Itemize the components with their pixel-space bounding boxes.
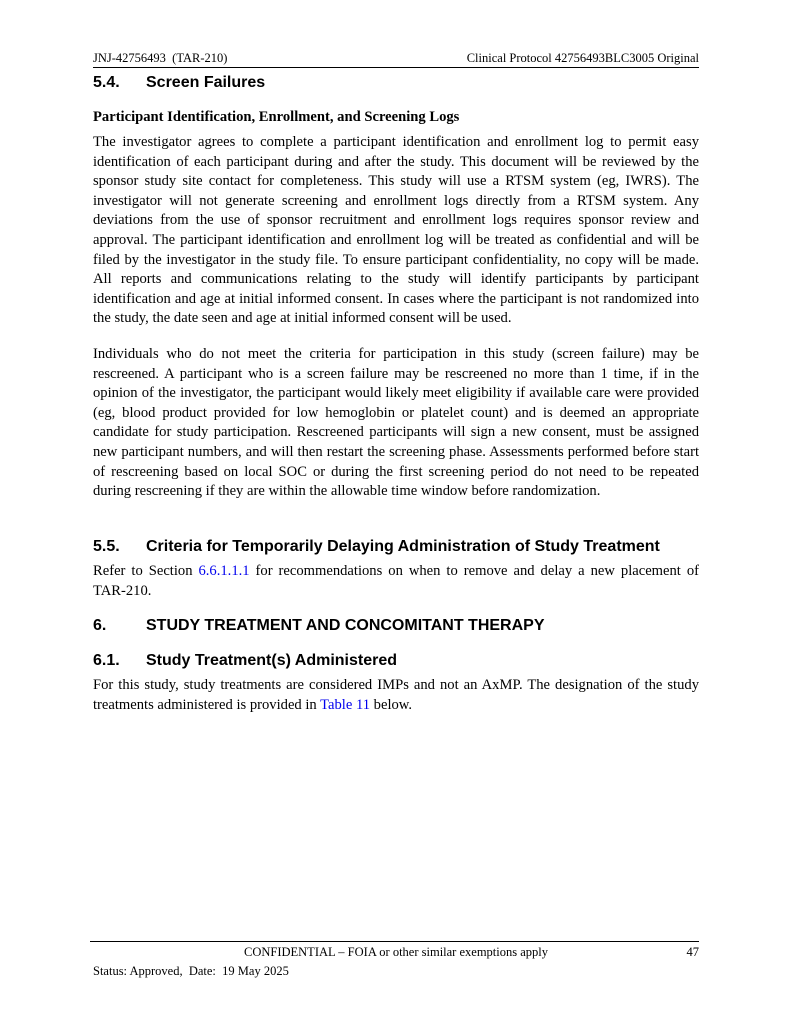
header-protocol-title: Clinical Protocol 42756493BLC3005 Original bbox=[466, 51, 699, 65]
footer-confidential: CONFIDENTIAL – FOIA or other similar exemptions apply bbox=[243, 945, 548, 959]
text: Refer to Section bbox=[93, 563, 199, 579]
section-title: Study Treatment(s) Administered bbox=[146, 652, 398, 669]
section-number: 6. bbox=[93, 617, 107, 634]
section-6-heading bbox=[93, 616, 545, 636]
section-title: STUDY TREATMENT AND CONCOMITANT THERAPY bbox=[146, 617, 545, 634]
section-link-6-6-1-1-1[interactable]: 6.6.1.1.1 bbox=[198, 563, 250, 579]
section-number: 5.5. bbox=[93, 538, 120, 555]
text: For this study, study treatments are considered IMPs and not an AxMP. The designation of the study treatments administered is provided in bbox=[93, 677, 699, 713]
paragraph-delay-criteria bbox=[93, 562, 699, 601]
section-number: 5.4. bbox=[93, 74, 120, 91]
text: below. bbox=[370, 696, 413, 713]
footer-divider bbox=[90, 941, 699, 942]
paragraph-enrollment-log: The investigator agrees to complete a participant identification and enrollment log to permit easy identification of each participant during and after the study. This document will be reviewed by the sponsor study site contact for completeness. This study will use a RTSM system (eg, IWRS). The investigator will not generate screening and enrollment logs directly from a RTSM system. Any deviations from the use of sponsor recruitment and enrollment logs requires sponsor review and approval. The participant identification and enrollment log will be treated as confidential and will be filed by the investigator in the study file. To ensure participant confidentiality, no copy will be made. All reports and communications relating to the study will identify participants by participant identification and age at initial informed consent. In cases where the participant is not randomized into the study, the date seen and age at initial informed consent will be used. bbox=[93, 134, 699, 327]
table-11-link[interactable]: Table 11 bbox=[320, 696, 371, 713]
page-header bbox=[93, 50, 699, 68]
page-number: 47 bbox=[686, 945, 699, 959]
footer-status: Status: Approved, Date: 19 May 2025 bbox=[93, 964, 289, 978]
section-number: 6.1. bbox=[93, 652, 120, 669]
paragraph-treatments-administered bbox=[93, 676, 699, 715]
section-5-4-heading bbox=[93, 73, 265, 93]
section-5-5-heading bbox=[93, 537, 660, 557]
subheading-logs: Participant Identification, Enrollment, and Screening Logs bbox=[93, 109, 460, 125]
header-document-id: JNJ-42756493 (TAR-210) bbox=[93, 51, 228, 65]
text: for recommendations on when to remove and delay a new placement of TAR-210. bbox=[93, 563, 699, 599]
section-title: Screen Failures bbox=[146, 74, 266, 91]
section-title: Criteria for Temporarily Delaying Administration of Study Treatment bbox=[146, 538, 660, 555]
paragraph-rescreening: Individuals who do not meet the criteria for participation in this study (screen failure) may be rescreened. A participant who is a screen failure may be rescreened no more than 1 time, if in the opinion of the investigator, the participant would likely meet eligibility if available care were provided (eg, blood product provided for low hemoglobin or platelet count) and is deemed an appropriate candidate for study participation. Rescreened participants will sign a new consent, must be assigned new participant numbers, and will then restart the screening phase. Assessments performed before start of rescreening based on local SOC or during the first screening period do not need to be repeated during rescreening if they are within the allowable time window before randomization. bbox=[93, 346, 699, 500]
section-6-1-heading bbox=[93, 651, 397, 671]
